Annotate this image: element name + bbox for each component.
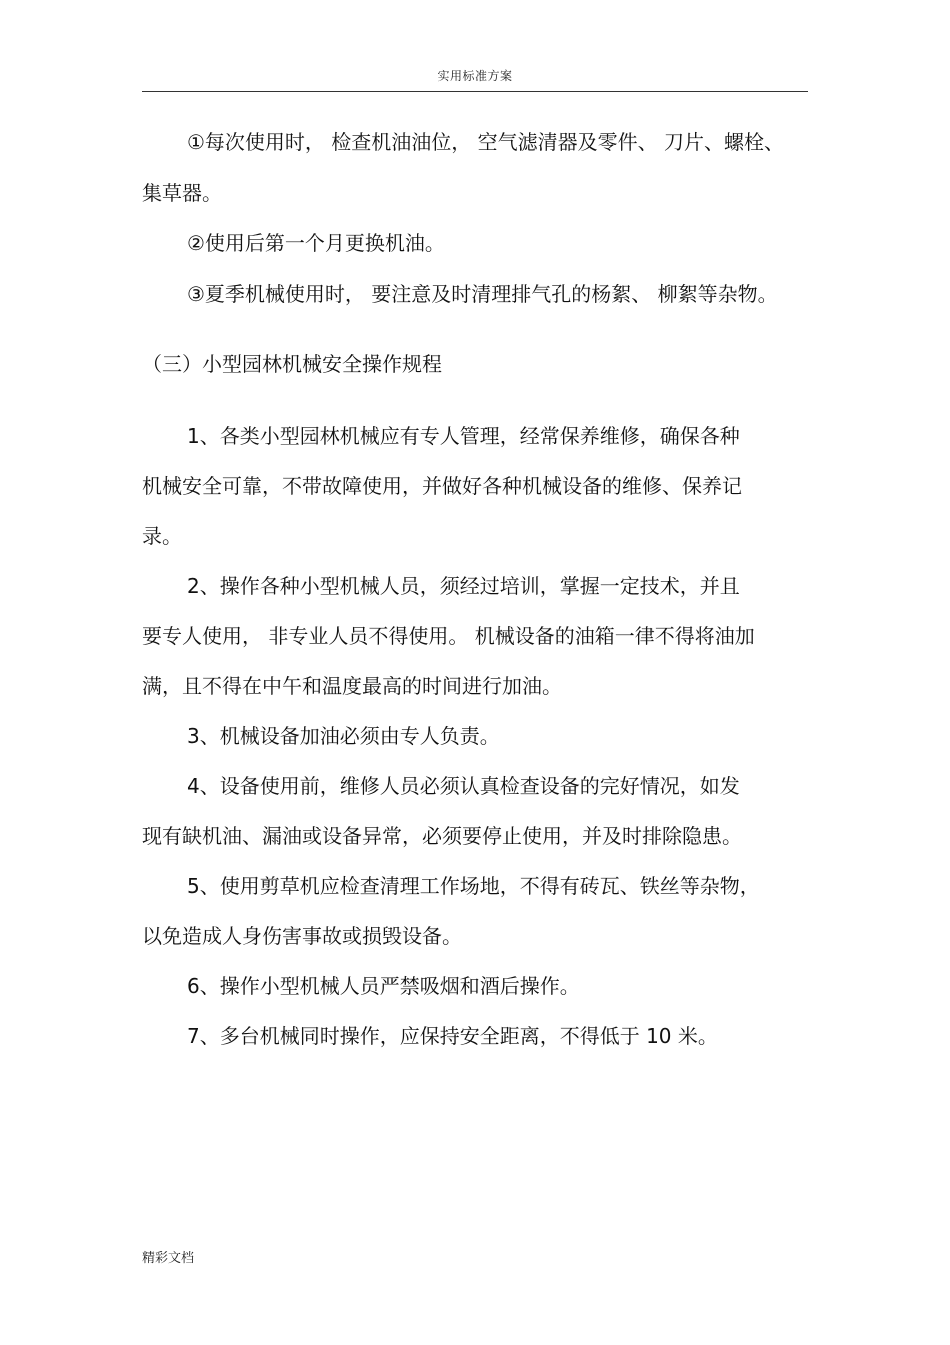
list-item-line: 要专人使用， 非专业人员不得使用。 机械设备的油箱一律不得将油加: [142, 624, 755, 648]
list-item-line: 5、使用剪草机应检查清理工作场地，不得有砖瓦、铁丝等杂物，: [187, 874, 760, 898]
list-item-line: 2、操作各种小型机械人员，须经过培训，掌握一定技术，并且: [187, 574, 740, 598]
header-divider: [142, 91, 808, 92]
paragraph-line: 集草器。: [142, 181, 222, 205]
page-header: 实用标准方案: [437, 69, 513, 83]
list-item-line: 7、多台机械同时操作，应保持安全距离，不得低于 10 米。: [187, 1024, 718, 1048]
list-item-line: 3、机械设备加油必须由专人负责。: [187, 724, 500, 748]
list-item-line: 满，且不得在中午和温度最高的时间进行加油。: [142, 674, 562, 698]
paragraph-line: ②使用后第一个月更换机油。: [187, 231, 445, 255]
list-item-line: 现有缺机油、漏油或设备异常，必须要停止使用，并及时排除隐患。: [142, 824, 742, 848]
list-item-line: 4、设备使用前，维修人员必须认真检查设备的完好情况，如发: [187, 774, 740, 798]
paragraph-line: ①每次使用时， 检查机油油位， 空气滤清器及零件、 刀片、螺栓、: [187, 130, 785, 154]
list-item-line: 1、各类小型园林机械应有专人管理，经常保养维修，确保各种: [187, 424, 740, 448]
section-heading: （三）小型园林机械安全操作规程: [142, 352, 442, 376]
page-footer: 精彩文档: [142, 1251, 195, 1266]
list-item-line: 机械安全可靠，不带故障使用，并做好各种机械设备的维修、保养记: [142, 474, 742, 498]
list-item-line: 录。: [142, 524, 182, 548]
paragraph-line: ③夏季机械使用时， 要注意及时清理排气孔的杨絮、 柳絮等杂物。: [187, 282, 778, 306]
list-item-line: 以免造成人身伤害事故或损毁设备。: [142, 924, 462, 948]
list-item-line: 6、操作小型机械人员严禁吸烟和酒后操作。: [187, 974, 580, 998]
